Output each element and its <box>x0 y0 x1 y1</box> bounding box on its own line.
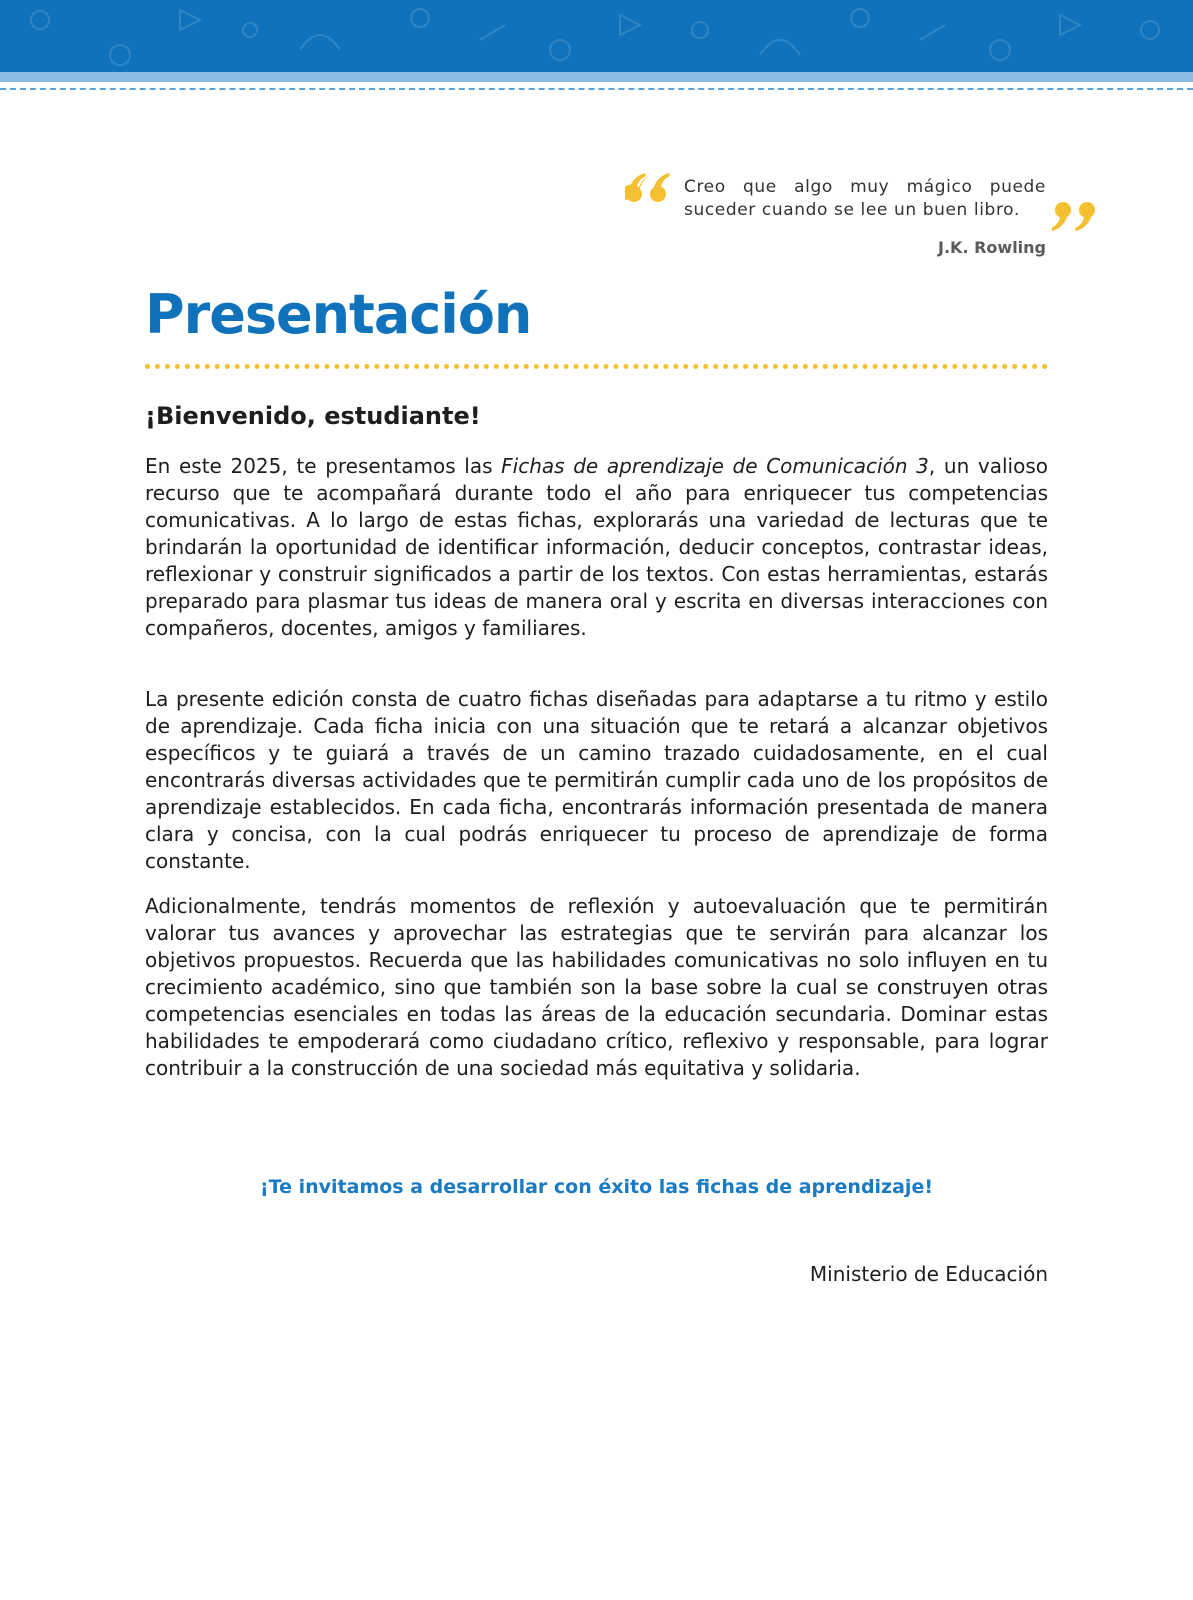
signature: Ministerio de Educación <box>809 1262 1048 1286</box>
dashed-divider <box>0 88 1193 90</box>
close-quote-icon <box>1052 200 1104 232</box>
quote-author: J.K. Rowling <box>938 238 1046 257</box>
quote-line-1: Creo que algo muy mágico puede <box>684 177 1046 197</box>
quote-line-2: suceder cuando se lee un buen libro. <box>684 200 1020 220</box>
book-title: Fichas de aprendizaje de Comunicación 3 <box>501 454 929 478</box>
doodle-pattern <box>0 0 1193 72</box>
quote-text <box>684 176 1046 222</box>
paragraph-3 <box>145 893 1048 1082</box>
open-quote-icon <box>625 172 677 204</box>
closing-invitation: ¡Te invitamos a desarrollar con éxito las fichas de aprendizaje! <box>260 1176 933 1198</box>
header-band <box>0 0 1193 72</box>
paragraph-1 <box>145 453 1048 642</box>
section-subtitle: ¡Bienvenido, estudiante! <box>145 402 481 430</box>
paragraph-1-rest: , un valioso recurso que te acompañará durante todo el año para enriquecer tus competencias comunicativas. A lo largo de estas fichas, explorarás una variedad de lecturas que te brindarán la oportunidad de identificar información, deducir conceptos, contrastar ideas, reflexionar y construir significados a partir de los textos. Con estas herramientas, estarás preparado para plasmar tus ideas de manera oral y escrita en diversas interacciones con compañeros, docentes, amigos y familiares. <box>145 454 1049 640</box>
paragraph-3-text: Adicionalmente, tendrás momentos de reflexión y autoevaluación que te permitirán valorar tus avances y aprovechar las estrategias que te servirán para alcanzar los objetivos propuestos. Recuerda que las habilidades comunicativas no solo influyen en tu crecimiento académico, sino que también son la base sobre la cual se construyen otras competencias esenciales en todas las áreas de la educación secundaria. Dominar estas habilidades te empoderará como ciudadano crítico, reflexivo y responsable, para lograr contribuir a la construcción de una sociedad más equitativa y solidaria. <box>145 894 1048 1080</box>
paragraph-1-start: En este 2025, te presentamos las <box>145 454 502 478</box>
dotted-divider <box>145 364 1048 369</box>
header-light-strip <box>0 72 1193 82</box>
page-title: Presentación <box>145 283 532 346</box>
paragraph-2 <box>145 686 1048 875</box>
paragraph-2-text: La presente edición consta de cuatro fichas diseñadas para adaptarse a tu ritmo y estilo de aprendizaje. Cada ficha inicia con una situación que te retará a alcanzar objetivos específicos y te guiará a través de un camino trazado cuidadosamente, en el cual encontrarás diversas actividades que te permitirán cumplir cada uno de los propósitos de aprendizaje establecidos. En cada ficha, encontrarás información presentada de manera clara y concisa, con la cual podrás enriquecer tu proceso de aprendizaje de forma constante. <box>145 687 1048 873</box>
